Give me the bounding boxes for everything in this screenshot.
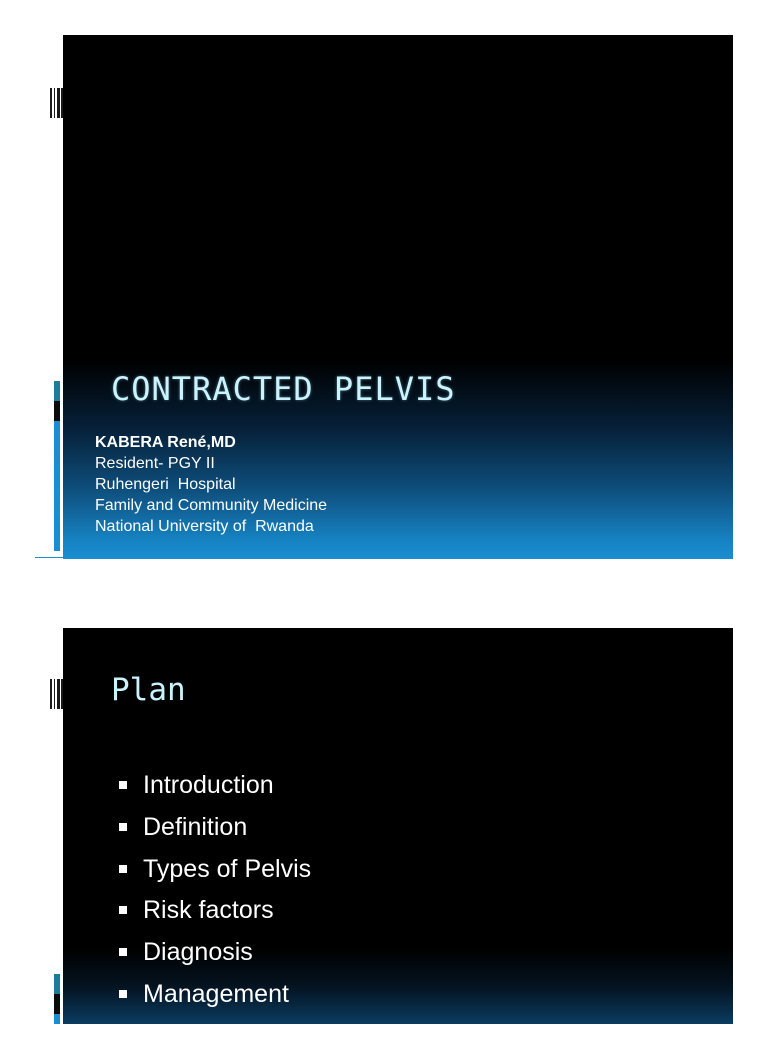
author-line: National University of Rwanda: [95, 518, 314, 535]
list-item-label: Introduction: [143, 771, 274, 799]
square-bullet-icon: [119, 948, 127, 956]
list-item: [118, 1016, 311, 1058]
slide1-accent-line: [35, 557, 63, 558]
slide-title: Plan: [111, 672, 186, 708]
list-item: [118, 932, 311, 974]
list-item: [118, 765, 311, 807]
square-bullet-icon: [119, 781, 127, 789]
list-item-label: Definition: [143, 812, 248, 841]
slide1-deco-bars: [50, 88, 64, 118]
plan-slide: [63, 628, 733, 1050]
list-item-label: References: [143, 1021, 271, 1050]
slide1-accent-bar: [54, 381, 60, 551]
list-item: [118, 974, 311, 1016]
square-bullet-icon: [119, 865, 127, 873]
author-line: Family and Community Medicine: [95, 497, 328, 514]
list-item-label: Management: [143, 979, 289, 1008]
square-bullet-icon: [119, 823, 127, 831]
list-item: [118, 890, 311, 932]
author-line: Ruhengeri Hospital: [95, 476, 236, 493]
list-item-label: Types of Pelvis: [143, 854, 312, 883]
list-item: [118, 849, 311, 891]
plan-list: [118, 765, 311, 1058]
title-slide: [63, 35, 733, 559]
list-item: [118, 807, 311, 849]
slide-title: CONTRACTED PELVIS: [111, 370, 456, 408]
slide2-deco-bars: [50, 679, 64, 709]
slide2-accent-bar: [54, 974, 60, 1024]
author-block: [95, 432, 327, 537]
square-bullet-icon: [119, 990, 127, 998]
list-item-label: Diagnosis: [143, 938, 253, 967]
author-line: Resident- PGY II: [95, 455, 215, 472]
square-bullet-icon: [119, 1032, 127, 1040]
list-item-label: Risk factors: [143, 896, 274, 925]
square-bullet-icon: [119, 906, 127, 914]
author-name: KABERA René,MD: [95, 434, 236, 451]
